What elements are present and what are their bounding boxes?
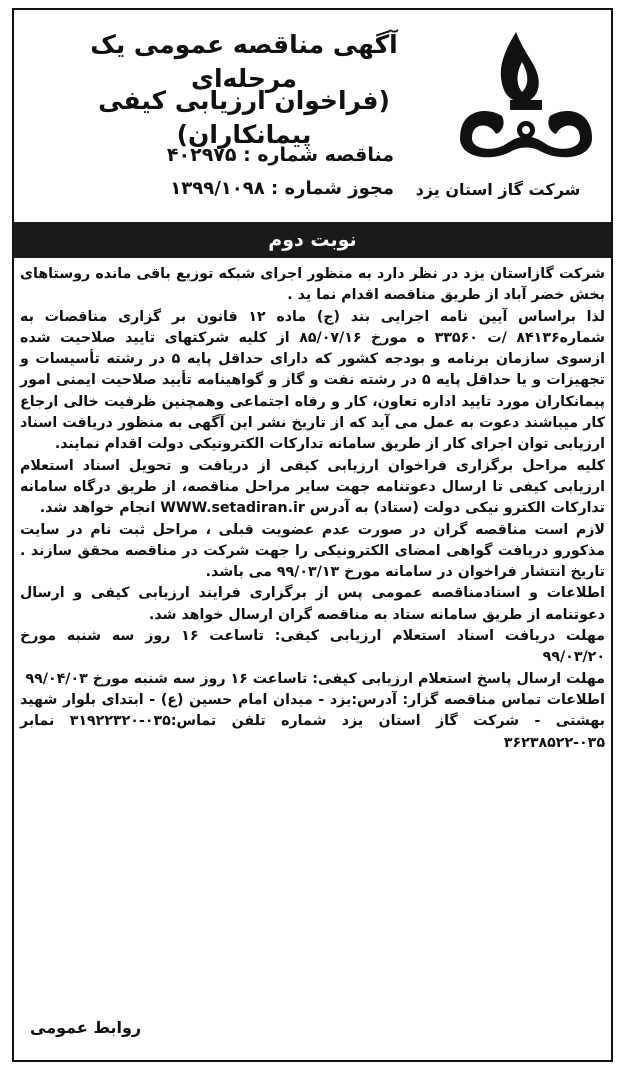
- body-paragraph-deadline-receive: مهلت دریافت اسناد استعلام ارزیابی کیفی: تاساعت ۱۶ روز سه شنبه مورخ ۹۹/۰۳/۲۰: [20, 628, 605, 666]
- body-paragraph-process: کلیه مراحل برگزاری فراخوان ارزیابی کیفی از دریافت و تحویل اسناد استعلام ارزیابی کیفی تا ارسال دعوتنامه جهت سایر مراحل مناقصه، از طریق درگاه سامانه تدارکات الکترو نیکی دولت (ستاد) به آدرس WWW.setadiran.ir انجام خواهد شد.: [20, 457, 605, 517]
- round-label-bar: نوبت دوم: [14, 222, 611, 258]
- notice-header: [14, 10, 611, 222]
- permit-number: مجوز شماره : ۱۳۹۹/۱۰۹۸: [170, 178, 394, 199]
- notice-title-line1: آگهی مناقصه عمومی یک مرحله‌ای: [90, 30, 398, 93]
- notice-title-line2: (فراخوان ارزیابی کیفی پیمانکاران): [98, 86, 390, 149]
- body-paragraph-documents: اطلاعات و اسنادمناقصه عمومی پس از برگزاری فرایند ارزیابی کیفی و ارسال دعوتنامه از طریق سامانه ستاد به مناقصه گران ارسال خواهد شد.: [20, 585, 605, 623]
- tender-number: مناقصه شماره : ۴۰۲۹۷۵: [166, 144, 394, 166]
- body-paragraph-eligibility: لذا براساس آیین نامه اجرایی بند (ج) ماده ۱۲ قانون بر گزاری مناقصات به شماره۸۴۱۳۶ /ت ۳۳۵۶۰ ه مورخ ۸۵/۰۷/۱۶ از کلیه شرکتهای تایید صلاحیت شده ازسوی سازمان برنامه و بودجه کشور که دارای حداقل پایه ۵ در رشته تأسیسات و تجهیزات و یا حداقل پایه ۵ در رشته نفت و گاز و گواهینامه تأیید صلاحیت ایمنی امور پیمانکاران مورد تایید اداره تعاون، کار و رفاه اجتماعی وهمچنین ظرفیت خالی ارجاع کار میباشند دعوت به عمل می آید که از تاریخ نشر این آگهی به منظور دریافت اسناد ارزیابی توان اجرای کار از طریق سامانه تدارکات الکترونیکی دولت اقدام نمایند.: [20, 308, 605, 453]
- body-paragraph-contact: اطلاعات تماس مناقصه گزار: آدرس:یزد - میدان امام حسین (ع) - ابتدای بلوار شهید بهشتی - شرکت گاز استان یزد شماره تلفن تماس:۰۳۵-۳۱۹۲۲۳۲۰ نمابر ۰۳۵-۳۶۲۳۸۵۲۲: [20, 691, 605, 751]
- gas-company-logo-icon: [446, 26, 606, 158]
- public-relations-signature: روابط عمومی: [30, 1018, 142, 1037]
- notice-body: [20, 264, 605, 754]
- body-paragraph-registration: لازم است مناقصه گران در صورت عدم عضویت قبلی ، مراحل ثبت نام در سایت مذکورو دریافت گواهی امضای الکترونیکی را جهت شرکت در مناقصه محقق سازند . تاریخ انتشار فراخوان در سامانه مورخ ۹۹/۰۳/۱۳ می باشد.: [20, 521, 605, 581]
- body-paragraph-intro: شرکت گازاستان یزد در نظر دارد به منظور اجرای شبکه توزیع باقی مانده روستاهای بخش خضر آباد از طریق مناقصه اقدام نما ید .: [20, 266, 605, 304]
- company-name: شرکت گاز استان یزد: [415, 180, 581, 199]
- body-paragraph-deadline-submit: مهلت ارسال پاسخ استعلام ارزیابی کیفی: تاساعت ۱۶ روز سه شنبه مورخ ۹۹/۰۴/۰۳: [25, 670, 605, 687]
